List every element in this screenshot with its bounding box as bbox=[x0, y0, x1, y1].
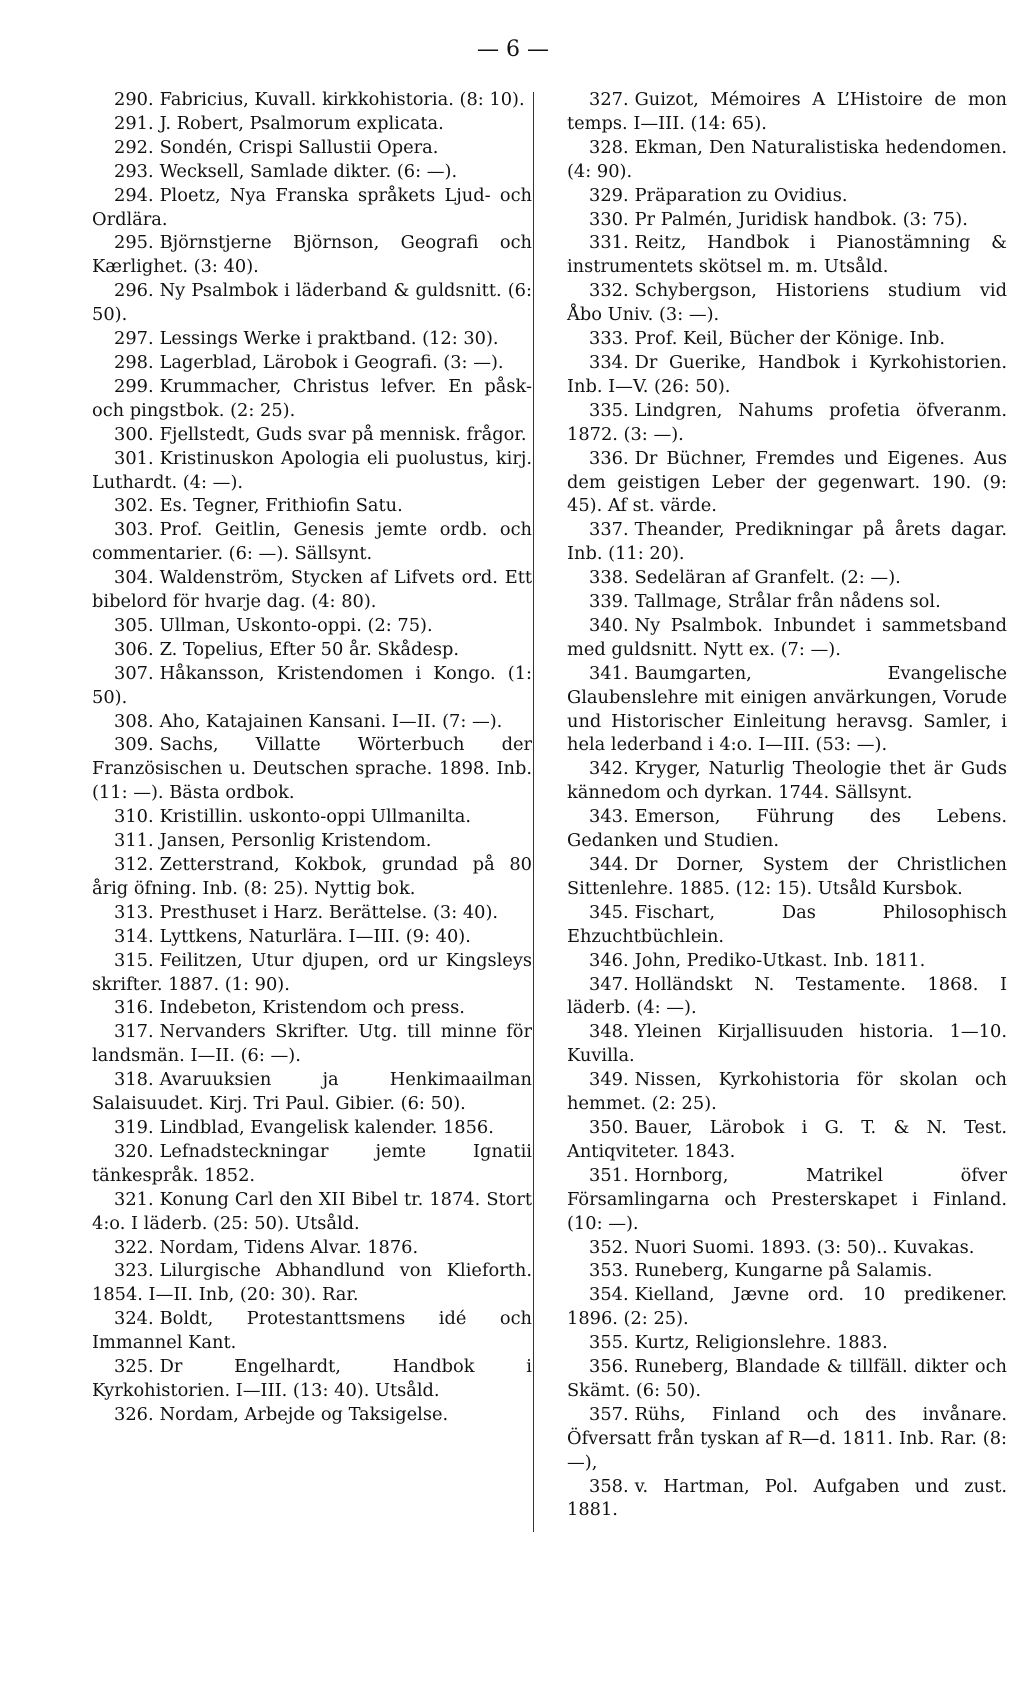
entry-number: 290. bbox=[114, 89, 154, 110]
entry-text: Waldenström, Stycken af Lifvets ord. Ett bibelord för hvarje dag. (4: 80). bbox=[92, 567, 532, 613]
entry-text: Theander, Predikningar på årets dagar. Inb. (11: 20). bbox=[567, 519, 1007, 565]
entry-text: Hornborg, Matrikel öfver Församlingarna och Presterskapet i Finland. (10: —). bbox=[567, 1164, 1007, 1234]
entry-number: 325. bbox=[114, 1356, 154, 1378]
catalog-entry bbox=[567, 518, 1007, 566]
entry-text: Nervanders Skrifter. Utg. till minne för landsmän. I—II. (6: —). bbox=[92, 1021, 532, 1067]
entry-number: 331. bbox=[589, 232, 629, 254]
entry-number: 299. bbox=[114, 375, 154, 397]
entry-text: Nissen, Kyrkohistoria för skolan och hemmet. (2: 25). bbox=[567, 1069, 1007, 1115]
entry-number: 306. bbox=[114, 638, 154, 660]
entry-text: Baumgarten, Evangelische Glaubenslehre mit einigen anvärkungen, Vorude und Historischer Einleitung heravsg. Samler, i hela lederband i 4:o. I—III. (53: —). bbox=[567, 662, 1007, 756]
catalog-entry bbox=[567, 1475, 1007, 1523]
entry-text: Konung Carl den XII Bibel tr. 1874. Stort 4:o. I läderb. (25: 50). Utsåld. bbox=[92, 1188, 532, 1234]
entry-number: 298. bbox=[114, 351, 154, 373]
catalog-entry bbox=[567, 1355, 1007, 1403]
entry-number: 316. bbox=[114, 997, 154, 1019]
catalog-entry bbox=[567, 1403, 1007, 1475]
entry-text: Ullman, Uskonto-oppi. (2: 75). bbox=[159, 614, 433, 636]
entry-number: 313. bbox=[114, 901, 154, 923]
entry-number: 330. bbox=[589, 208, 629, 230]
catalog-entry bbox=[92, 1188, 532, 1236]
entry-number: 351. bbox=[589, 1164, 629, 1186]
entry-number: 312. bbox=[114, 854, 154, 875]
entry-text: Lindblad, Evangelisk kalender. 1856. bbox=[159, 1116, 494, 1138]
entry-text: Indebeton, Kristendom och press. bbox=[159, 997, 465, 1019]
entry-text: Lilurgische Abhandlund von Klieforth. 1854. I—II. Inb, (20: 30). Rar. bbox=[92, 1260, 532, 1306]
entry-number: 291. bbox=[114, 112, 154, 134]
entry-text: Yleinen Kirjallisuuden historia. 1—10. Kuvilla. bbox=[567, 1021, 1007, 1067]
entry-text: Lefnadsteckningar jemte Ignatii tänkespråk. 1852. bbox=[92, 1140, 532, 1186]
entry-text: Wecksell, Samlade dikter. (6: —). bbox=[159, 160, 458, 182]
entry-text: Håkansson, Kristendomen i Kongo. (1: 50). bbox=[92, 662, 532, 708]
catalog-entry bbox=[92, 518, 532, 566]
entry-text: Sedeläran af Granfelt. (2: —). bbox=[634, 567, 901, 589]
entry-number: 332. bbox=[589, 280, 629, 302]
entry-text: John, Prediko-Utkast. Inb. 1811. bbox=[634, 949, 926, 971]
catalog-entry bbox=[92, 351, 532, 375]
catalog-entry bbox=[92, 423, 532, 447]
entry-number: 335. bbox=[589, 399, 629, 421]
entry-text: Reitz, Handbok i Pianostämning & instrumentets skötsel m. m. Utsåld. bbox=[567, 232, 1007, 278]
catalog-entry bbox=[92, 1403, 532, 1427]
catalog-entry bbox=[567, 279, 1007, 327]
right-column bbox=[567, 88, 1007, 1522]
entry-number: 314. bbox=[114, 925, 154, 947]
entry-text: Presthuset i Harz. Berättelse. (3: 40). bbox=[159, 901, 499, 923]
catalog-entry bbox=[567, 1068, 1007, 1116]
catalog-entry bbox=[92, 1236, 532, 1260]
entry-text: Dr Dorner, System der Christlichen Sittenlehre. 1885. (12: 15). Utsåld Kursbok. bbox=[567, 854, 1007, 899]
catalog-entry bbox=[567, 1236, 1007, 1260]
entry-number: 348. bbox=[589, 1021, 629, 1043]
entry-number: 342. bbox=[589, 758, 629, 780]
entry-number: 347. bbox=[589, 973, 629, 995]
entry-text: Schybergson, Historiens studium vid Åbo Univ. (3: —). bbox=[567, 280, 1007, 326]
entry-number: 333. bbox=[589, 328, 629, 350]
entry-text: v. Hartman, Pol. Aufgaben und zust. 1881. bbox=[567, 1475, 1007, 1521]
entry-text: Sachs, Villatte Wörterbuch der Französischen u. Deutschen sprache. 1898. Inb. (11: —). Bästa ordbok. bbox=[92, 734, 532, 804]
entry-text: Nordam, Tidens Alvar. 1876. bbox=[159, 1236, 419, 1258]
entry-text: Dr Engelhardt, Handbok i Kyrkohistorien. I—III. (13: 40). Utsåld. bbox=[92, 1356, 532, 1401]
entry-text: Fischart, Das Philosophisch Ehzuchtbüchlein. bbox=[567, 901, 1007, 947]
entry-number: 308. bbox=[114, 710, 154, 732]
catalog-entry bbox=[567, 590, 1007, 614]
entry-text: Dr Büchner, Fremdes und Eigenes. Aus dem geistigen Leber der gegenwart. 190. (9: 45). Af st. värde. bbox=[567, 447, 1007, 517]
catalog-entry bbox=[92, 805, 532, 829]
catalog-entry bbox=[92, 327, 532, 351]
entry-text: Fabricius, Kuvall. kirkkohistoria. (8: 10). bbox=[159, 89, 525, 110]
catalog-entry bbox=[567, 973, 1007, 1021]
entry-text: Kryger, Naturlig Theologie thet är Guds kännedom och dyrkan. 1744. Sällsynt. bbox=[567, 758, 1007, 804]
catalog-entry bbox=[567, 1164, 1007, 1236]
catalog-entry bbox=[567, 614, 1007, 662]
catalog-entry bbox=[567, 1020, 1007, 1068]
page-number: — 6 — bbox=[477, 37, 549, 62]
catalog-entry bbox=[92, 160, 532, 184]
entry-text: Ny Psalmbok i läderband & guldsnitt. (6: 50). bbox=[92, 280, 532, 326]
entry-text: Pr Palmén, Juridisk handbok. (3: 75). bbox=[634, 208, 968, 230]
catalog-entry bbox=[92, 662, 532, 710]
entry-number: 358. bbox=[589, 1475, 629, 1497]
entry-text: Jansen, Personlig Kristendom. bbox=[159, 830, 432, 852]
entry-number: 341. bbox=[589, 662, 629, 684]
catalog-entry bbox=[567, 757, 1007, 805]
entry-text: Boldt, Protestanttsmens idé och Immannel Kant. bbox=[92, 1308, 532, 1354]
entry-text: Kielland, Jævne ord. 10 predikener. 1896. (2: 25). bbox=[567, 1284, 1007, 1330]
catalog-entry bbox=[567, 1116, 1007, 1164]
entry-number: 352. bbox=[589, 1236, 629, 1258]
entry-text: Ploetz, Nya Franska språkets Ljud- och Ordlära. bbox=[92, 184, 532, 230]
catalog-entry bbox=[567, 136, 1007, 184]
catalog-entry bbox=[92, 566, 532, 614]
entry-text: Dr Guerike, Handbok i Kyrkohistorien. Inb. I—V. (26: 50). bbox=[567, 351, 1007, 397]
entry-number: 327. bbox=[589, 89, 629, 110]
catalog-entry bbox=[567, 853, 1007, 901]
entry-number: 311. bbox=[114, 830, 154, 852]
entry-number: 305. bbox=[114, 614, 154, 636]
catalog-entry bbox=[92, 901, 532, 925]
catalog-entry bbox=[92, 494, 532, 518]
catalog-entry bbox=[92, 1259, 532, 1307]
entry-number: 307. bbox=[114, 662, 154, 684]
catalog-entry bbox=[92, 710, 532, 734]
entry-text: Nuori Suomi. 1893. (3: 50).. Kuvakas. bbox=[634, 1236, 975, 1258]
entry-number: 349. bbox=[589, 1069, 629, 1091]
catalog-entry bbox=[567, 351, 1007, 399]
entry-text: Lindgren, Nahums profetia öfveranm. 1872. (3: —). bbox=[567, 399, 1007, 445]
entry-number: 345. bbox=[589, 901, 629, 923]
catalog-entry bbox=[92, 996, 532, 1020]
entry-text: Runeberg, Kungarne på Salamis. bbox=[634, 1260, 933, 1282]
entry-number: 295. bbox=[114, 232, 154, 254]
entry-number: 354. bbox=[589, 1284, 629, 1306]
catalog-entry bbox=[92, 733, 532, 805]
entry-text: Krummacher, Christus lefver. En påsk- och pingstbok. (2: 25). bbox=[92, 375, 532, 421]
catalog-entry bbox=[92, 853, 532, 901]
catalog-entry bbox=[567, 949, 1007, 973]
entry-number: 324. bbox=[114, 1308, 154, 1330]
entry-number: 321. bbox=[114, 1188, 154, 1210]
column-divider bbox=[533, 92, 534, 1532]
catalog-entry bbox=[567, 805, 1007, 853]
catalog-entry bbox=[92, 112, 532, 136]
entry-text: Runeberg, Blandade & tillfäll. dikter och Skämt. (6: 50). bbox=[567, 1356, 1007, 1401]
entry-text: Zetterstrand, Kokbok, grundad på 80 årig öfning. Inb. (8: 25). Nyttig bok. bbox=[92, 854, 532, 899]
entry-text: Guizot, Mémoires A L’Histoire de mon temps. I—III. (14: 65). bbox=[567, 89, 1007, 134]
catalog-entry bbox=[92, 925, 532, 949]
catalog-entry bbox=[567, 399, 1007, 447]
entry-number: 319. bbox=[114, 1116, 154, 1138]
entry-text: Kristinuskon Apologia eli puolustus, kirj. Luthardt. (4: —). bbox=[92, 447, 532, 493]
entry-text: Prof. Geitlin, Genesis jemte ordb. och commentarier. (6: —). Sällsynt. bbox=[92, 519, 532, 565]
entry-number: 304. bbox=[114, 567, 154, 589]
entry-number: 300. bbox=[114, 423, 154, 445]
entry-number: 350. bbox=[589, 1116, 629, 1138]
entry-number: 322. bbox=[114, 1236, 154, 1258]
entry-text: Lagerblad, Lärobok i Geografi. (3: —). bbox=[159, 351, 504, 373]
catalog-entry bbox=[92, 231, 532, 279]
catalog-entry bbox=[567, 231, 1007, 279]
catalog-entry bbox=[92, 184, 532, 232]
entry-text: Holländskt N. Testamente. 1868. I läderb. (4: —). bbox=[567, 973, 1007, 1019]
catalog-entry bbox=[567, 1259, 1007, 1283]
entry-number: 297. bbox=[114, 328, 154, 350]
entry-text: Ekman, Den Naturalistiska hedendomen. (4: 90). bbox=[567, 136, 1007, 182]
entry-text: Nordam, Arbejde og Taksigelse. bbox=[159, 1403, 449, 1425]
catalog-entry bbox=[567, 662, 1007, 758]
entry-text: Bauer, Lärobok i G. T. & N. Test. Antiqviteter. 1843. bbox=[567, 1116, 1007, 1162]
entry-number: 353. bbox=[589, 1260, 629, 1282]
entry-number: 309. bbox=[114, 734, 154, 756]
entry-number: 338. bbox=[589, 567, 629, 589]
entry-text: Björnstjerne Björnson, Geografi och Kærlighet. (3: 40). bbox=[92, 232, 532, 278]
entry-text: Präparation zu Ovidius. bbox=[634, 184, 848, 206]
entry-text: Fjellstedt, Guds svar på mennisk. frågor. bbox=[159, 423, 527, 445]
entry-number: 323. bbox=[114, 1260, 154, 1282]
entry-number: 343. bbox=[589, 806, 629, 828]
entry-number: 346. bbox=[589, 949, 629, 971]
entry-number: 326. bbox=[114, 1403, 154, 1425]
catalog-entry bbox=[92, 88, 532, 112]
entry-number: 340. bbox=[589, 614, 629, 636]
entry-number: 337. bbox=[589, 519, 629, 541]
catalog-entry bbox=[567, 901, 1007, 949]
entry-text: Feilitzen, Utur djupen, ord ur Kingsleys skrifter. 1887. (1: 90). bbox=[92, 949, 532, 995]
catalog-entry bbox=[92, 279, 532, 327]
catalog-entry bbox=[567, 1283, 1007, 1331]
catalog-entry bbox=[567, 88, 1007, 136]
entry-number: 357. bbox=[589, 1403, 629, 1425]
entry-text: Z. Topelius, Efter 50 år. Skådesp. bbox=[159, 638, 460, 660]
entry-text: Kurtz, Religionslehre. 1883. bbox=[634, 1332, 888, 1354]
entry-number: 320. bbox=[114, 1140, 154, 1162]
entry-number: 318. bbox=[114, 1069, 154, 1091]
catalog-entry bbox=[92, 1020, 532, 1068]
entry-text: Lyttkens, Naturlära. I—III. (9: 40). bbox=[159, 925, 471, 947]
entry-text: Tallmage, Strålar från nådens sol. bbox=[634, 591, 941, 613]
catalog-entry bbox=[567, 327, 1007, 351]
catalog-entry bbox=[567, 208, 1007, 232]
catalog-entry bbox=[567, 447, 1007, 519]
entry-number: 292. bbox=[114, 136, 154, 158]
entry-number: 334. bbox=[589, 351, 629, 373]
entry-number: 317. bbox=[114, 1021, 154, 1043]
entry-text: Lessings Werke i praktband. (12: 30). bbox=[159, 328, 499, 350]
catalog-entry bbox=[567, 184, 1007, 208]
entry-number: 296. bbox=[114, 280, 154, 302]
entry-number: 301. bbox=[114, 447, 154, 469]
catalog-entry bbox=[92, 1307, 532, 1355]
catalog-entry bbox=[92, 447, 532, 495]
catalog-entry bbox=[567, 1331, 1007, 1355]
entry-text: Aho, Katajainen Kansani. I—II. (7: —). bbox=[159, 710, 503, 732]
entry-number: 339. bbox=[589, 591, 629, 613]
catalog-entry bbox=[92, 829, 532, 853]
entry-text: J. Robert, Psalmorum explicata. bbox=[159, 112, 444, 134]
entry-number: 336. bbox=[589, 447, 629, 469]
entry-number: 328. bbox=[589, 136, 629, 158]
catalog-entry bbox=[92, 1355, 532, 1403]
entry-number: 310. bbox=[114, 806, 154, 828]
catalog-entry bbox=[92, 1068, 532, 1116]
entry-text: Prof. Keil, Bücher der Könige. Inb. bbox=[634, 328, 946, 350]
entry-number: 344. bbox=[589, 854, 629, 875]
catalog-entry bbox=[567, 566, 1007, 590]
entry-text: Sondén, Crispi Sallustii Opera. bbox=[159, 136, 439, 158]
left-column bbox=[92, 88, 532, 1427]
entry-number: 356. bbox=[589, 1356, 629, 1378]
entry-text: Es. Tegner, Frithiofin Satu. bbox=[159, 495, 403, 517]
catalog-entry bbox=[92, 614, 532, 638]
catalog-entry bbox=[92, 949, 532, 997]
entry-number: 294. bbox=[114, 184, 154, 206]
catalog-entry bbox=[92, 1140, 532, 1188]
entry-number: 302. bbox=[114, 495, 154, 517]
entry-number: 303. bbox=[114, 519, 154, 541]
entry-text: Ny Psalmbok. Inbundet i sammetsband med guldsnitt. Nytt ex. (7: —). bbox=[567, 614, 1007, 660]
entry-text: Rühs, Finland och des invånare. Öfversatt från tyskan af R—d. 1811. Inb. Rar. (8: —), bbox=[567, 1403, 1007, 1473]
entry-number: 355. bbox=[589, 1332, 629, 1354]
entry-text: Emerson, Führung des Lebens. Gedanken und Studien. bbox=[567, 806, 1007, 852]
catalog-entry bbox=[92, 638, 532, 662]
catalog-entry bbox=[92, 375, 532, 423]
entry-number: 293. bbox=[114, 160, 154, 182]
entry-text: Kristillin. uskonto-oppi Ullmanilta. bbox=[159, 806, 472, 828]
entry-number: 329. bbox=[589, 184, 629, 206]
catalog-entry bbox=[92, 1116, 532, 1140]
entry-number: 315. bbox=[114, 949, 154, 971]
catalog-entry bbox=[92, 136, 532, 160]
entry-text: Avaruuksien ja Henkimaailman Salaisuudet. Kirj. Tri Paul. Gibier. (6: 50). bbox=[92, 1069, 532, 1115]
